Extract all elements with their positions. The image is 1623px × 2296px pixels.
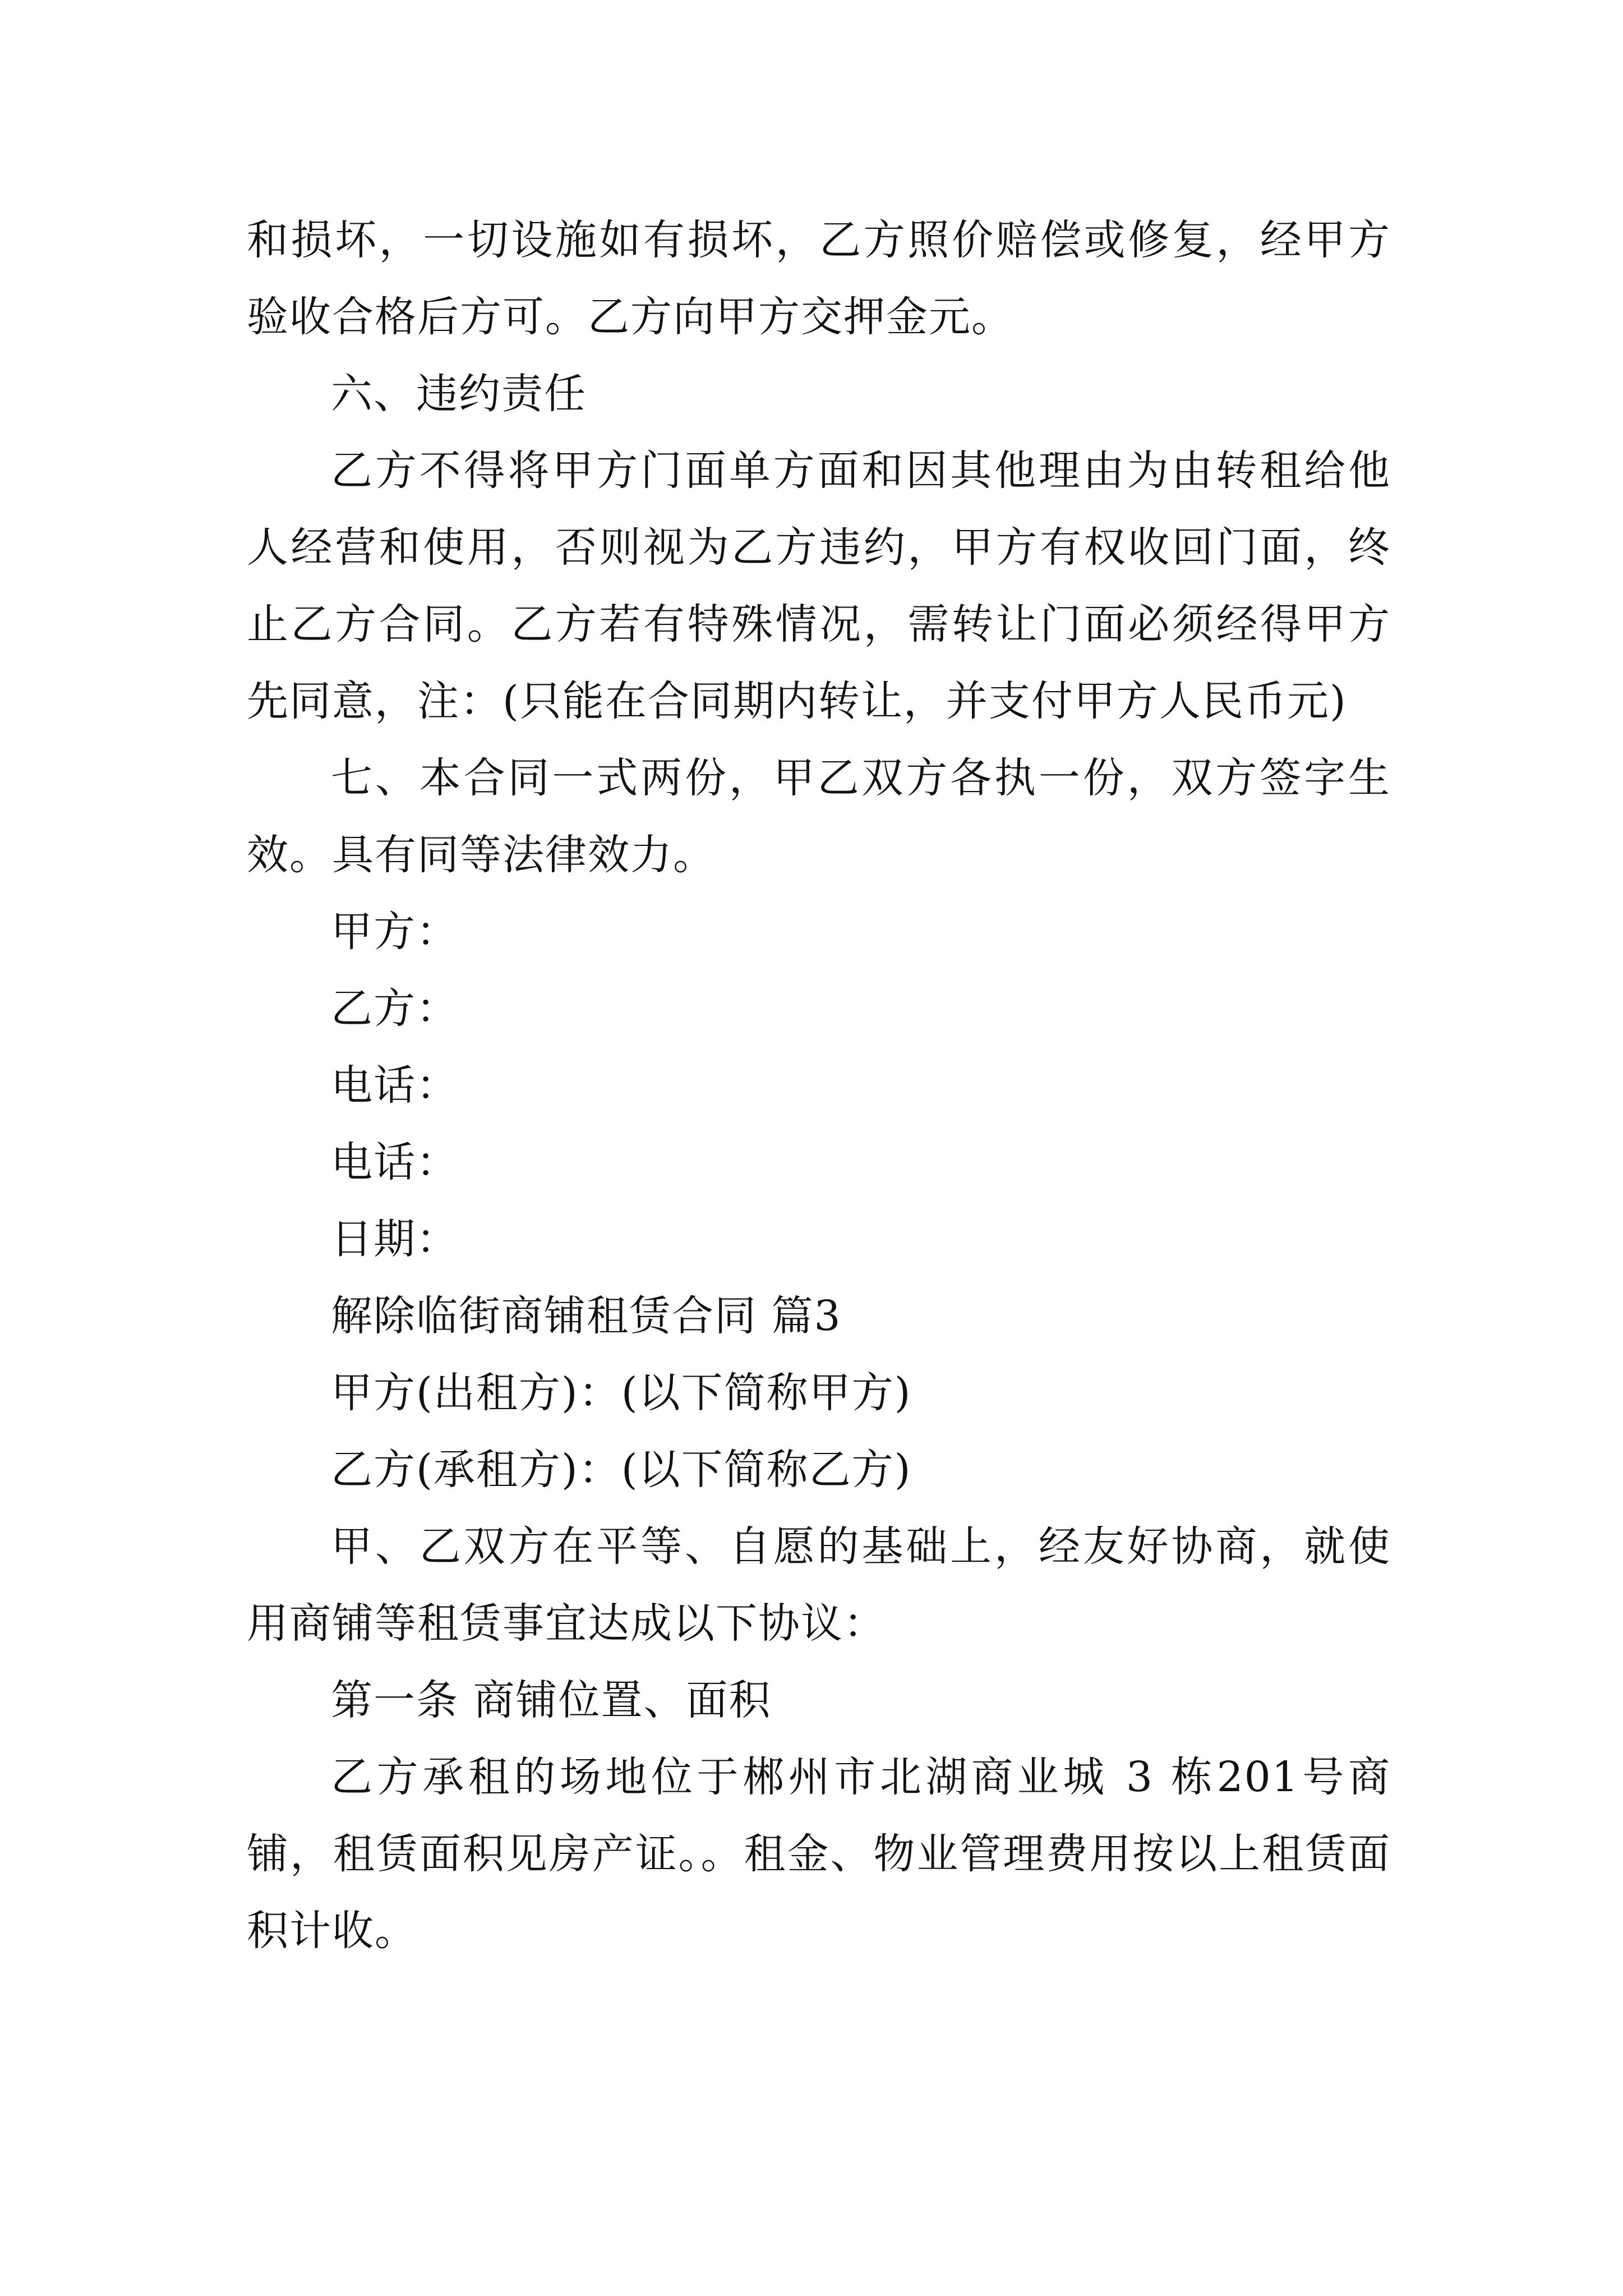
heading-breach-liability: 六、违约责任 xyxy=(331,370,587,418)
paragraph-deposit-continuation: 和损坏，一切设施如有损坏，乙方照价赔偿或修复，经甲方验收合格后方可。乙方向甲方交押金元。 xyxy=(247,216,1391,341)
paragraph-agreement-intro: 甲、乙双方在平等、自愿的基础上，经友好协商，就使用商铺等租赁事宜达成以下协议： xyxy=(247,1522,1391,1648)
field-party-b: 乙方： xyxy=(331,984,459,1033)
field-phone-b: 电话： xyxy=(331,1138,459,1186)
field-phone-a: 电话： xyxy=(331,1061,459,1110)
paragraph-breach-terms: 乙方不得将甲方门面单方面和因其他理由为由转租给他人经营和使用，否则视为乙方违约，甲方有权收回门面，终止乙方合同。乙方若有特殊情况，需转让门面必须经得甲方先同意，注：(只能在合同期内转让，并支付甲方人民币元) xyxy=(247,447,1391,725)
heading-article-one: 第一条 商铺位置、面积 xyxy=(331,1676,772,1724)
field-lessee: 乙方(承租方)：(以下简称乙方) xyxy=(331,1446,912,1494)
field-lessor: 甲方(出租方)：(以下简称甲方) xyxy=(331,1369,912,1417)
document-body xyxy=(247,202,1391,1970)
paragraph-copies-clause: 七、本合同一式两份，甲乙双方各执一份，双方签字生效。具有同等法律效力。 xyxy=(247,754,1391,879)
section-title-part3: 解除临街商铺租赁合同 篇3 xyxy=(331,1292,842,1340)
paragraph-location-area: 乙方承租的场地位于郴州市北湖商业城 3 栋201号商铺，租赁面积见房产证。。租金、物业管理费用按以上租赁面积计收。 xyxy=(247,1753,1391,1955)
field-party-a: 甲方： xyxy=(331,908,459,956)
field-date: 日期： xyxy=(331,1215,459,1263)
